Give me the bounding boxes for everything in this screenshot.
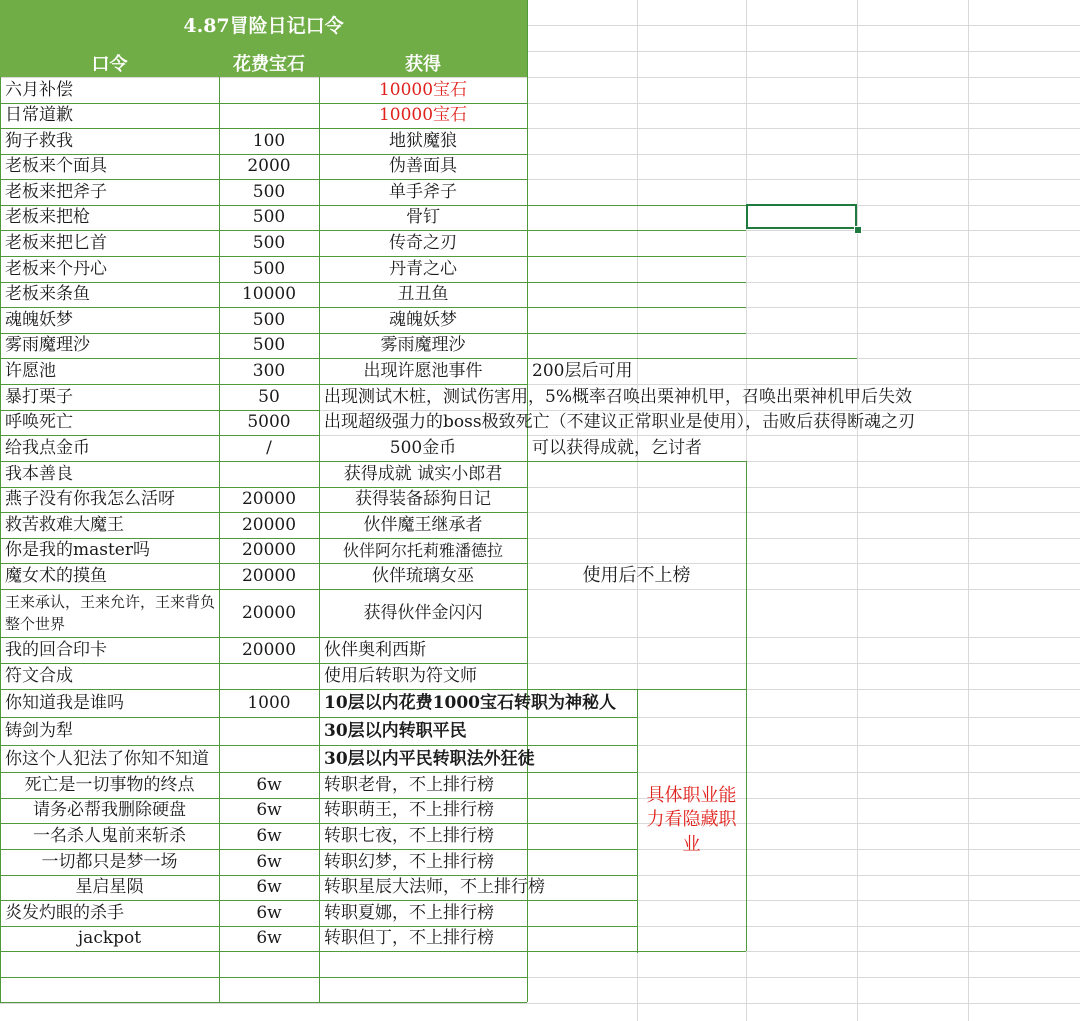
cell-reward[interactable]: 伙伴阿尔托莉雅潘德拉 (342, 540, 503, 560)
table-title[interactable]: 4.87冒险日记口令 (183, 14, 344, 37)
cell-cost[interactable]: 20000 (241, 515, 297, 536)
cell-cost[interactable]: 20000 (241, 603, 297, 624)
cell-code[interactable]: 你是我的master吗 (5, 540, 150, 561)
cell-cost[interactable] (219, 78, 319, 103)
cell-cost[interactable] (219, 718, 319, 745)
cell-reward[interactable]: 转职萌王，不上排行榜 (324, 800, 494, 821)
cell-code[interactable]: 你知道我是谁吗 (5, 693, 124, 714)
cell-code[interactable]: 许愿池 (5, 361, 56, 382)
cell-code[interactable]: 老板来条鱼 (5, 284, 90, 305)
cell-code[interactable]: 死亡是一切事物的终点 (24, 775, 195, 796)
cell-reward[interactable]: 丹青之心 (389, 259, 457, 280)
cell-cost[interactable]: 500 (252, 259, 286, 280)
cell-code[interactable]: 日常道歉 (5, 105, 73, 126)
cell-cost[interactable]: 5000 (247, 412, 291, 433)
cell-reward[interactable]: 30层以内转职平民 (324, 721, 467, 742)
cell-code[interactable]: 铸剑为犁 (5, 721, 73, 742)
cell-reward[interactable]: 获得装备舔狗日记 (355, 489, 491, 510)
cell-reward[interactable]: 伙伴琉璃女巫 (372, 566, 474, 587)
cell-code[interactable]: 救苦救难大魔王 (5, 515, 124, 536)
cell-code[interactable]: 六月补偿 (5, 80, 73, 101)
merged-note-not-ranked[interactable]: 使用后不上榜 (582, 564, 691, 586)
cell-reward[interactable]: 骨钉 (406, 207, 440, 228)
cell-cost[interactable]: 10000 (241, 284, 297, 305)
cell-code[interactable]: 老板来把枪 (5, 207, 90, 228)
cell-reward[interactable]: 10000宝石 (378, 105, 468, 126)
cell-reward[interactable]: 获得伙伴金闪闪 (363, 603, 483, 624)
cell-reward[interactable]: 转职七夜，不上排行榜 (324, 826, 494, 847)
cell-reward[interactable]: 转职星辰大法师，不上排行榜 (324, 877, 545, 898)
cell-cost[interactable]: 500 (252, 335, 286, 356)
cell-code[interactable]: 呼唤死亡 (5, 412, 73, 433)
cell-reward[interactable]: 使用后转职为符文师 (324, 666, 477, 687)
cell-cost[interactable]: 6w (256, 852, 282, 873)
cell-code[interactable]: 老板来把斧子 (5, 182, 107, 203)
cell-code[interactable]: 狗子救我 (5, 131, 73, 152)
cell-code[interactable]: 符文合成 (5, 666, 73, 687)
column-header-code[interactable]: 口令 (91, 54, 128, 76)
cell-reward[interactable]: 转职但丁，不上排行榜 (324, 928, 494, 949)
cell-reward[interactable]: 转职老骨，不上排行榜 (324, 775, 494, 796)
cell-cost[interactable]: 6w (256, 928, 282, 949)
cell-code[interactable]: 你这个人犯法了你知不知道 (5, 748, 209, 769)
cell-reward[interactable]: 传奇之刃 (389, 233, 457, 254)
cell-code[interactable]: 老板来把匕首 (5, 233, 107, 254)
cell-reward[interactable]: 伙伴魔王继承者 (363, 515, 483, 536)
cell-cost[interactable]: 6w (256, 800, 282, 821)
cell-cost[interactable]: 20000 (241, 640, 297, 661)
column-header-cost[interactable]: 花费宝石 (233, 54, 305, 76)
cell-cost[interactable] (219, 462, 319, 487)
cell-reward[interactable]: 500金币 (389, 438, 457, 459)
fill-handle[interactable] (854, 226, 862, 234)
cell-code[interactable]: 魔女术的摸鱼 (5, 566, 107, 587)
cell-reward[interactable]: 出现超级强力的boss极致死亡（不建议正常职业是使用），击败后获得断魂之刃 (324, 412, 916, 433)
selected-cell[interactable] (746, 204, 857, 229)
cell-cost[interactable] (219, 103, 319, 128)
cell-code[interactable]: 魂魄妖梦 (5, 310, 73, 331)
cell-reward[interactable]: 10层以内花费1000宝石转职为神秘人 (324, 693, 616, 714)
cell-cost[interactable]: 500 (252, 182, 286, 203)
merged-note-hidden-job[interactable]: 具体职业能力看隐藏职业 (646, 785, 737, 855)
cell-cost[interactable]: 300 (252, 361, 286, 382)
cell-cost[interactable]: 100 (252, 131, 286, 152)
cell-code[interactable]: 老板来个丹心 (5, 259, 107, 280)
cell-code[interactable]: 给我点金币 (5, 438, 90, 459)
cell-code[interactable]: 雾雨魔理沙 (5, 335, 90, 356)
cell-reward[interactable]: 伙伴奥利西斯 (324, 640, 426, 661)
cell-code[interactable]: 王来承认，王来允许，王来背负整个世界 (5, 592, 216, 633)
cell-cost[interactable]: 50 (258, 387, 280, 408)
cell-reward[interactable]: 单手斧子 (389, 182, 457, 203)
cell-code[interactable]: 请务必帮我删除硬盘 (33, 800, 186, 821)
cell-code[interactable]: 一名杀人鬼前来斩杀 (33, 826, 186, 847)
cell-note[interactable]: 可以获得成就，乞讨者 (532, 438, 702, 459)
cell-code[interactable]: 星启星陨 (75, 877, 144, 898)
cell-reward[interactable]: 转职幻梦，不上排行榜 (324, 852, 494, 873)
cell-cost[interactable]: 20000 (241, 540, 297, 561)
cell-cost[interactable]: 20000 (241, 566, 297, 587)
cell-code[interactable]: 暴打栗子 (5, 387, 73, 408)
cell-cost[interactable]: 6w (256, 903, 282, 924)
cell-reward[interactable]: 转职夏娜，不上排行榜 (324, 903, 494, 924)
cell-reward[interactable]: 获得成就 诚实小郎君 (343, 464, 503, 485)
cell-reward[interactable]: 魂魄妖梦 (389, 310, 457, 331)
cell-code[interactable]: jackpot (77, 928, 142, 949)
cell-cost[interactable]: 6w (256, 775, 282, 796)
cell-cost[interactable]: 500 (252, 207, 286, 228)
cell-reward[interactable]: 地狱魔狼 (389, 131, 457, 152)
cell-cost[interactable]: 6w (256, 877, 282, 898)
cell-cost[interactable]: 2000 (247, 156, 291, 177)
cell-code[interactable]: 燕子没有你我怎么活呀 (5, 489, 175, 510)
cell-code[interactable]: 老板来个面具 (5, 156, 107, 177)
cell-cost[interactable]: 500 (252, 233, 286, 254)
cell-code[interactable]: 一切都只是梦一场 (41, 852, 178, 873)
cell-cost[interactable]: 1000 (247, 693, 291, 714)
cell-code[interactable]: 炎发灼眼的杀手 (5, 903, 124, 924)
cell-reward[interactable]: 伪善面具 (389, 156, 457, 177)
cell-cost[interactable]: / (266, 438, 272, 459)
cell-reward[interactable]: 出现许愿池事件 (363, 361, 483, 382)
cell-code[interactable]: 我本善良 (5, 464, 73, 485)
cell-reward[interactable]: 10000宝石 (378, 80, 468, 101)
cell-reward[interactable]: 丑丑鱼 (397, 284, 449, 305)
cell-reward[interactable]: 出现测试木桩，测试伤害用，5%概率召唤出栗神机甲，召唤出栗神机甲后失效 (324, 387, 912, 408)
cell-reward[interactable]: 30层以内平民转职法外狂徒 (324, 748, 535, 769)
cell-cost[interactable]: 500 (252, 310, 286, 331)
cell-cost[interactable] (219, 664, 319, 689)
column-header-reward[interactable]: 获得 (405, 54, 441, 76)
cell-code[interactable]: 我的回合印卡 (5, 640, 107, 661)
cell-cost[interactable]: 6w (256, 826, 282, 847)
cell-reward[interactable]: 雾雨魔理沙 (380, 335, 466, 356)
cell-cost[interactable]: 20000 (241, 489, 297, 510)
cell-note[interactable]: 200层后可用 (532, 361, 633, 382)
